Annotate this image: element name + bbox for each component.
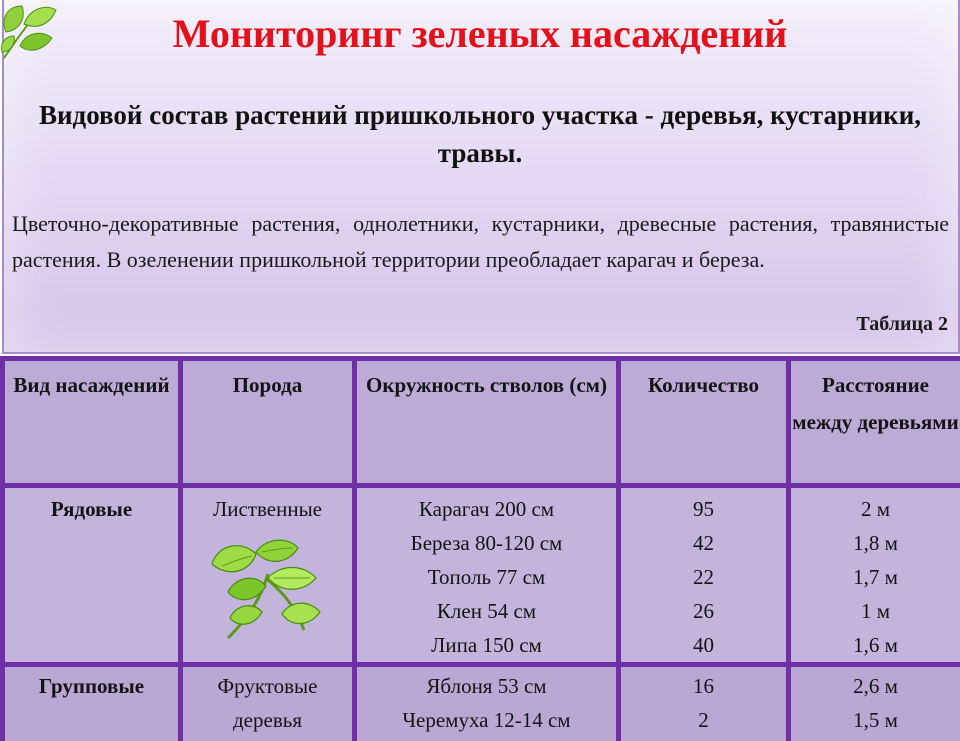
distance-cell	[789, 665, 960, 741]
distance-line: 1,8 м	[791, 526, 960, 560]
count-line: 2	[621, 703, 786, 737]
circumference-line: Береза 80-120 см	[357, 526, 616, 560]
header-cell: Количество	[619, 359, 789, 486]
count-line: 95	[621, 492, 786, 526]
plantings-table	[0, 356, 960, 741]
count-line: 22	[621, 560, 786, 594]
header-cell: Порода	[181, 359, 355, 486]
circumference-line: Липа 150 см	[357, 628, 616, 662]
count-cell	[619, 486, 789, 665]
distance-line: 1,6 м	[791, 628, 960, 662]
header-cell: Окружность стволов (см)	[355, 359, 619, 486]
subtitle: Видовой состав растений пришкольного участка - деревья, кустарники, травы.	[20, 96, 940, 172]
distance-line: 2 м	[791, 492, 960, 526]
table-header-row	[3, 359, 960, 486]
table-row	[3, 665, 960, 741]
circumference-line: Яблоня 53 см	[357, 669, 616, 703]
count-line: 40	[621, 628, 786, 662]
breed-cell: Фруктовые деревья	[181, 665, 355, 741]
circumference-cell	[355, 665, 619, 741]
count-line: 16	[621, 669, 786, 703]
count-cell	[619, 665, 789, 741]
distance-line: 1,5 м	[791, 703, 960, 737]
distance-line: 1,7 м	[791, 560, 960, 594]
header-cell: Расстояние между деревьями	[789, 359, 960, 486]
breed-cell	[181, 486, 355, 665]
distance-line: 2,6 м	[791, 669, 960, 703]
table-caption: Таблица 2	[856, 313, 948, 336]
circumference-line: Черемуха 12-14 см	[357, 703, 616, 737]
planting-type-cell: Рядовые	[3, 486, 181, 665]
count-line: 42	[621, 526, 786, 560]
breed-label: Лиственные	[183, 492, 352, 526]
page-title: Мониторинг зеленых насаждений	[0, 10, 960, 57]
circumference-line: Клен 54 см	[357, 594, 616, 628]
count-line: 26	[621, 594, 786, 628]
leaf-cluster-icon	[208, 534, 328, 646]
table-container	[0, 356, 960, 720]
distance-cell	[789, 486, 960, 665]
distance-line: 1 м	[791, 594, 960, 628]
body-paragraph: Цветочно-декоративные растения, однолетники, кустарники, древесные растения, травянистые растения. В озеленении пришкольной территории преобладает карагач и береза.	[12, 206, 949, 278]
circumference-cell	[355, 486, 619, 665]
table-row	[3, 486, 960, 665]
circumference-line: Тополь 77 см	[357, 560, 616, 594]
header-cell: Вид насаждений	[3, 359, 181, 486]
circumference-line: Карагач 200 см	[357, 492, 616, 526]
planting-type-cell: Групповые	[3, 665, 181, 741]
